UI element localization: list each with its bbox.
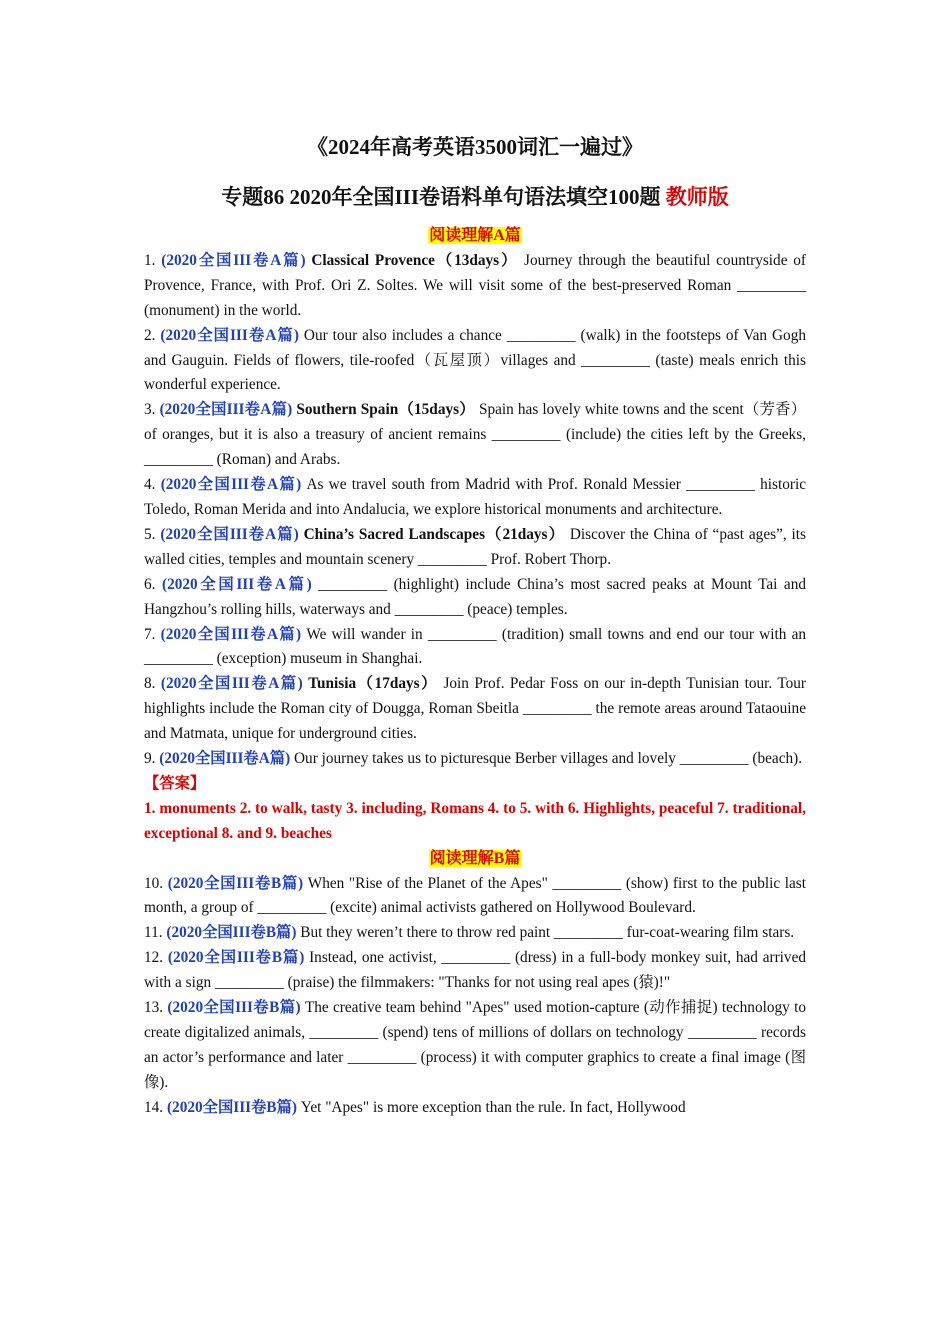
question-number: 2.: [144, 326, 161, 344]
passage-heading: Classical Provence（13days）: [311, 251, 525, 269]
question-item: [144, 921, 806, 946]
question-source-tag: (2020全国III卷A篇): [162, 575, 319, 593]
document-subtitle: [0, 182, 950, 212]
question-item: [144, 996, 806, 1096]
question-text: Our tour also includes a chance _________ (walk) in the footsteps of Van Gogh and Gauguin. Fields of flowers, tile-roofed（瓦屋顶）villages and _________ (taste) meals enrich this wonderful experience.: [144, 326, 806, 394]
question-item: [144, 523, 806, 573]
question-text: Spain has lovely white towns and the scent（芳香）of oranges, but it is also a treasury of ancient remains _________ (include) the cities left by the Greeks, _________ (Roman) and Arabs.: [144, 401, 807, 469]
question-text: Yet "Apes" is more exception than the rule. In fact, Hollywood: [300, 1098, 686, 1116]
question-number: 14.: [144, 1098, 167, 1116]
question-item: [144, 623, 806, 673]
question-text: We will wander in _________ (tradition) small towns and end our tour with an _________ (exception) museum in Shanghai.: [144, 625, 807, 668]
question-item: [144, 249, 806, 324]
question-source-tag: (2020全国III卷A篇): [159, 750, 294, 768]
question-item: [144, 398, 806, 473]
question-text: But they weren’t there to throw red paint _________ fur-coat-wearing film stars.: [300, 924, 795, 942]
question-source-tag: (2020全国III卷A篇): [160, 675, 309, 693]
question-number: 12.: [144, 949, 168, 967]
question-number: 1.: [144, 251, 162, 269]
section-heading-b: 阅读理解B篇: [429, 849, 521, 867]
question-source-tag: (2020全国III卷A篇): [160, 326, 304, 344]
question-item: [144, 946, 806, 996]
answer-heading: 【答案】: [144, 774, 206, 792]
question-text: _________ (highlight) include China’s most sacred peaks at Mount Tai and Hangzhou’s rolling hills, waterways and _________ (peace) temples.: [144, 575, 807, 618]
section-heading-a: 阅读理解A篇: [429, 227, 521, 244]
question-text: Join Prof. Pedar Foss on our in-depth Tunisian tour. Tour highlights include the Roman city of Dougga, Roman Sbeitla _________ the remote areas around Tataouine and Matmata, unique for underground cities.: [144, 675, 807, 743]
question-source-tag: (2020全国III卷B篇): [167, 874, 308, 892]
question-item: [144, 324, 806, 399]
question-number: 13.: [144, 999, 168, 1017]
question-number: 8.: [144, 675, 161, 693]
question-source-tag: (2020全国III卷A篇): [159, 401, 297, 419]
question-item: [144, 473, 806, 523]
question-source-tag: (2020全国III卷A篇): [160, 525, 304, 543]
question-text: The creative team behind "Apes" used motion-capture (动作捕捉) technology to create digitalized animals, _________ (spend) tens of millions of dollars on technology _________ records an actor’s performance and later _________ (process) it with computer graphics to create a final image (图像).: [144, 999, 806, 1091]
question-item: [144, 672, 806, 747]
question-list-a: [144, 249, 806, 772]
question-number: 7.: [144, 625, 161, 643]
question-text: Our journey takes us to picturesque Berber villages and lovely _________ (beach).: [294, 750, 803, 768]
question-text: As we travel south from Madrid with Prof. Ronald Messier _________ historic Toledo, Roman Merida and into Andalucia, we explore historical monuments and architecture.: [144, 476, 807, 518]
question-text: When "Rise of the Planet of the Apes" _________ (show) first to the public last month, a group of _________ (excite) animal activists gathered on Hollywood Boulevard.: [144, 874, 806, 917]
question-number: 4.: [144, 476, 161, 494]
passage-heading: China’s Sacred Landscapes（21days）: [303, 525, 570, 543]
passage-heading: Southern Spain（15days）: [296, 401, 479, 419]
teacher-edition-label: 教师版: [665, 185, 729, 209]
question-number: 5.: [144, 525, 161, 543]
document-body: [144, 224, 806, 1121]
question-list-b: [144, 872, 806, 1121]
question-source-tag: (2020全国III卷A篇): [160, 476, 307, 494]
question-source-tag: (2020全国III卷B篇): [167, 999, 305, 1017]
document-title: 《2024年高考英语3500词汇一遍过》: [307, 135, 643, 159]
question-number: 3.: [144, 401, 160, 419]
subtitle-text: 专题86 2020年全国III卷语料单句语法填空100题: [221, 185, 661, 209]
question-number: 6.: [144, 575, 162, 593]
passage-heading: Tunisia（17days）: [308, 675, 444, 693]
question-source-tag: (2020全国III卷B篇): [166, 1098, 301, 1116]
question-item: [144, 573, 806, 623]
question-source-tag: (2020全国III卷B篇): [167, 949, 310, 967]
question-item: [144, 747, 806, 772]
question-source-tag: (2020全国III卷A篇): [161, 251, 312, 269]
question-source-tag: (2020全国III卷B篇): [166, 924, 301, 942]
question-number: 11.: [144, 924, 167, 942]
question-number: 9.: [144, 750, 160, 768]
question-source-tag: (2020全国III卷A篇): [160, 625, 307, 643]
question-text: Journey through the beautiful countryside of Provence, France, with Prof. Ori Z. Soltes. We will visit some of the best-preserved Roman _________ (monument) in the world.: [144, 251, 806, 319]
question-text: Instead, one activist, _________ (dress) in a full-body monkey suit, had arrived with a sign _________ (praise) the filmmakers: "Thanks for not using real apes (猿)!": [144, 949, 807, 992]
question-item: [144, 872, 806, 922]
question-number: 10.: [144, 874, 168, 892]
question-text: Discover the China of “past ages”, its walled cities, temples and mountain scenery _________ Prof. Robert Thorp.: [144, 525, 807, 568]
answer-key-a: 1. monuments 2. to walk, tasty 3. including, Romans 4. to 5. with 6. Highlights, peaceful 7. traditional, exceptional 8. and 9. beaches: [144, 799, 806, 842]
question-item: [144, 1096, 806, 1121]
